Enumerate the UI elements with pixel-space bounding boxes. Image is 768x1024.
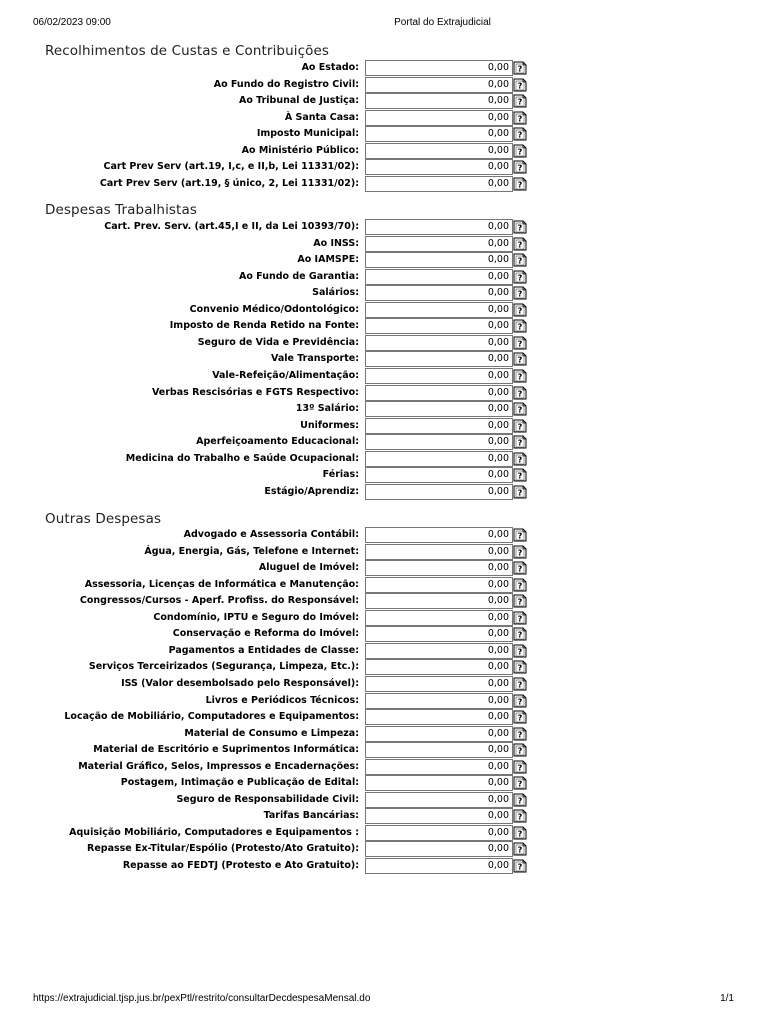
help-question-icon[interactable] (513, 252, 527, 266)
form-row (0, 351, 768, 367)
amount-input[interactable] (365, 451, 513, 467)
form-row (0, 93, 768, 109)
svg-text:?: ? (517, 796, 523, 806)
help-question-icon[interactable] (513, 285, 527, 299)
amount-input[interactable] (365, 676, 513, 692)
amount-input[interactable] (365, 252, 513, 268)
svg-text:?: ? (517, 130, 523, 140)
amount-value: 0,00 (487, 677, 509, 689)
amount-input[interactable] (365, 236, 513, 252)
field-label: Ao Estado: (301, 62, 359, 73)
help-question-icon[interactable] (513, 577, 527, 591)
amount-input[interactable] (365, 110, 513, 126)
svg-text:?: ? (517, 355, 523, 365)
field-label: Locação de Mobiliário, Computadores e Equipamentos: (64, 711, 359, 723)
field-label: Estágio/Aprendiz: (264, 485, 359, 497)
field-label: Seguro de Responsabilidade Civil: (176, 793, 359, 805)
form-row (0, 544, 768, 560)
amount-value: 0,00 (487, 270, 509, 282)
form-row (0, 676, 768, 692)
svg-text:?: ? (517, 763, 523, 773)
amount-input[interactable] (365, 335, 513, 351)
form-row (0, 742, 768, 758)
svg-text:?: ? (517, 779, 523, 789)
amount-input[interactable] (365, 484, 513, 500)
amount-input[interactable] (365, 643, 513, 659)
amount-value: 0,00 (487, 545, 509, 557)
form-row (0, 841, 768, 857)
amount-value: 0,00 (487, 128, 509, 140)
field-label: Vale-Refeição/Alimentação: (212, 369, 359, 381)
form-row (0, 318, 768, 334)
form-row (0, 159, 768, 175)
amount-input[interactable] (365, 302, 513, 318)
amount-input[interactable] (365, 77, 513, 93)
form-row (0, 60, 768, 76)
field-label: ISS (Valor desembolsado pelo Responsável): (121, 677, 359, 689)
amount-value: 0,00 (487, 727, 509, 739)
amount-value: 0,00 (487, 595, 509, 607)
amount-value: 0,00 (487, 369, 509, 381)
svg-text:?: ? (517, 730, 523, 740)
help-question-icon[interactable] (513, 659, 527, 673)
amount-value: 0,00 (487, 95, 509, 107)
form-row (0, 593, 768, 609)
amount-input[interactable] (365, 434, 513, 450)
page-title: Portal do Extrajudicial (394, 17, 491, 28)
svg-text:?: ? (517, 223, 523, 233)
amount-value: 0,00 (487, 221, 509, 232)
help-question-icon[interactable] (513, 560, 527, 574)
svg-text:?: ? (517, 488, 523, 498)
field-label: Advogado e Assessoria Contábil: (183, 529, 359, 540)
form-row (0, 110, 768, 126)
field-label: À Santa Casa: (284, 111, 359, 123)
form-row (0, 176, 768, 192)
form-row (0, 269, 768, 285)
form-row (0, 126, 768, 142)
field-label: Tarifas Bancárias: (263, 810, 359, 822)
amount-value: 0,00 (487, 826, 509, 838)
amount-input[interactable] (365, 544, 513, 560)
field-label: Conservação e Reforma do Imóvel: (172, 628, 359, 640)
amount-input[interactable] (365, 60, 513, 76)
form-row (0, 610, 768, 626)
field-label: Seguro de Vida e Previdência: (197, 336, 359, 348)
form-row (0, 434, 768, 450)
form-row (0, 577, 768, 593)
field-label: Salários: (312, 287, 359, 299)
amount-value: 0,00 (487, 628, 509, 640)
help-question-icon[interactable] (513, 126, 527, 140)
field-label: Cart Prev Serv (art.19, I,c, e II,b, Lei 11331/02): (103, 161, 359, 173)
amount-value: 0,00 (487, 485, 509, 497)
svg-text:?: ? (517, 114, 523, 124)
svg-text:?: ? (517, 581, 523, 591)
amount-input[interactable] (365, 577, 513, 593)
field-label: Condomínio, IPTU e Seguro do Imóvel: (153, 611, 359, 623)
svg-text:?: ? (517, 845, 523, 855)
field-label: Repasse Ex-Titular/Espólio (Protesto/Ato Gratuito): (87, 843, 359, 855)
help-question-icon[interactable] (513, 418, 527, 432)
svg-text:?: ? (517, 663, 523, 673)
form-row (0, 484, 768, 500)
help-question-icon[interactable] (513, 176, 527, 190)
amount-value: 0,00 (487, 777, 509, 789)
amount-input[interactable] (365, 593, 513, 609)
form-row (0, 401, 768, 417)
form-row (0, 858, 768, 874)
help-question-icon[interactable] (513, 467, 527, 481)
field-label: Material de Escritório e Suprimentos Informática: (93, 744, 359, 756)
field-label: Vale Transporte: (271, 353, 359, 365)
field-label: Imposto Municipal: (256, 128, 359, 140)
amount-input[interactable] (365, 792, 513, 808)
help-question-icon[interactable] (513, 318, 527, 332)
field-label: Cart. Prev. Serv. (art.45,I e II, da Lei 10393/70): (104, 221, 359, 232)
field-label: Férias: (322, 469, 359, 481)
amount-value: 0,00 (487, 62, 509, 73)
amount-input[interactable] (365, 841, 513, 857)
form-row (0, 302, 768, 318)
amount-value: 0,00 (487, 578, 509, 590)
amount-value: 0,00 (487, 78, 509, 90)
svg-text:?: ? (517, 97, 523, 107)
amount-input[interactable] (365, 610, 513, 626)
amount-value: 0,00 (487, 562, 509, 574)
field-label: Livros e Periódicos Técnicos: (205, 694, 359, 706)
amount-value: 0,00 (487, 386, 509, 398)
svg-text:?: ? (517, 531, 523, 541)
amount-value: 0,00 (487, 111, 509, 123)
form-row (0, 643, 768, 659)
amount-value: 0,00 (487, 336, 509, 348)
amount-value: 0,00 (487, 644, 509, 656)
field-label: Convenio Médico/Odontológico: (189, 303, 359, 315)
page-url: https://extrajudicial.tjsp.jus.br/pexPtl/restrito/consultarDecdespesaMensal.do (33, 993, 371, 1004)
help-question-icon[interactable] (513, 742, 527, 756)
form-row (0, 418, 768, 434)
svg-text:?: ? (517, 163, 523, 173)
amount-value: 0,00 (487, 320, 509, 332)
form-row (0, 560, 768, 576)
amount-value: 0,00 (487, 254, 509, 266)
form-row (0, 252, 768, 268)
svg-text:?: ? (517, 438, 523, 448)
svg-text:?: ? (517, 81, 523, 91)
help-question-icon[interactable] (513, 401, 527, 415)
amount-value: 0,00 (487, 177, 509, 189)
field-label: Ao Fundo do Registro Civil: (213, 78, 359, 90)
amount-input[interactable] (365, 368, 513, 384)
field-label: Aquisição Mobiliário, Computadores e Equipamentos : (69, 826, 359, 838)
field-label: Congressos/Cursos - Aperf. Profiss. do Responsável: (79, 595, 359, 607)
help-question-icon[interactable] (513, 792, 527, 806)
form-row (0, 759, 768, 775)
amount-input[interactable] (365, 385, 513, 401)
amount-input[interactable] (365, 626, 513, 642)
help-question-icon[interactable] (513, 709, 527, 723)
svg-text:?: ? (517, 322, 523, 332)
amount-value: 0,00 (487, 810, 509, 822)
amount-value: 0,00 (487, 403, 509, 415)
amount-input[interactable] (365, 126, 513, 142)
amount-input[interactable] (365, 759, 513, 775)
amount-input[interactable] (365, 219, 513, 235)
help-question-icon[interactable] (513, 236, 527, 250)
svg-text:?: ? (517, 630, 523, 640)
section-title: Outras Despesas (45, 511, 162, 527)
form-row (0, 825, 768, 841)
field-label: Assessoria, Licenças de Informática e Manutenção: (84, 578, 359, 590)
svg-text:?: ? (517, 273, 523, 283)
svg-text:?: ? (517, 389, 523, 398)
form-row (0, 143, 768, 159)
amount-input[interactable] (365, 285, 513, 301)
form-row (0, 385, 768, 401)
help-question-icon[interactable] (513, 434, 527, 448)
help-question-icon[interactable] (513, 527, 527, 541)
svg-text:?: ? (517, 564, 523, 574)
amount-input[interactable] (365, 467, 513, 483)
svg-text:?: ? (517, 422, 523, 432)
amount-input[interactable] (365, 401, 513, 417)
help-question-icon[interactable] (513, 759, 527, 773)
help-question-icon[interactable] (513, 626, 527, 640)
field-label: Material de Consumo e Limpeza: (184, 727, 359, 739)
svg-text:?: ? (517, 680, 523, 690)
svg-text:?: ? (517, 812, 523, 822)
field-label: Imposto de Renda Retido na Fonte: (169, 320, 359, 332)
amount-value: 0,00 (487, 529, 509, 540)
help-question-icon[interactable] (513, 269, 527, 283)
help-question-icon[interactable] (513, 693, 527, 707)
amount-value: 0,00 (487, 452, 509, 464)
amount-value: 0,00 (487, 161, 509, 173)
help-question-icon[interactable] (513, 93, 527, 107)
help-question-icon[interactable] (513, 775, 527, 789)
field-label: Ao Ministério Público: (241, 144, 359, 156)
section-title: Despesas Trabalhistas (45, 202, 197, 218)
svg-text:?: ? (517, 713, 523, 723)
amount-input[interactable] (365, 176, 513, 192)
amount-value: 0,00 (487, 744, 509, 756)
amount-value: 0,00 (487, 611, 509, 623)
amount-input[interactable] (365, 159, 513, 175)
svg-text:?: ? (517, 471, 523, 481)
amount-value: 0,00 (487, 694, 509, 706)
amount-input[interactable] (365, 318, 513, 334)
help-question-icon[interactable] (513, 77, 527, 91)
amount-input[interactable] (365, 709, 513, 725)
help-question-icon[interactable] (513, 451, 527, 465)
page-number: 1/1 (720, 993, 734, 1004)
field-label: Ao Fundo de Garantia: (239, 270, 359, 282)
field-label: 13º Salário: (295, 403, 359, 415)
help-question-icon[interactable] (513, 841, 527, 855)
svg-text:?: ? (517, 339, 523, 349)
svg-text:?: ? (517, 405, 523, 415)
help-question-icon[interactable] (513, 219, 527, 233)
amount-value: 0,00 (487, 760, 509, 772)
field-label: Medicina do Trabalho e Saúde Ocupacional: (125, 452, 359, 464)
form-row (0, 808, 768, 824)
form-row (0, 219, 768, 235)
amount-input[interactable] (365, 143, 513, 159)
amount-value: 0,00 (487, 661, 509, 673)
field-label: Ao Tribunal de Justiça: (238, 95, 359, 107)
form-row (0, 659, 768, 675)
amount-input[interactable] (365, 93, 513, 109)
form-row (0, 775, 768, 791)
form-row (0, 77, 768, 93)
svg-text:?: ? (517, 829, 523, 839)
amount-input[interactable] (365, 418, 513, 434)
field-label: Serviços Terceirizados (Segurança, Limpeza, Etc.): (88, 661, 359, 673)
svg-text:?: ? (517, 256, 523, 266)
help-question-icon[interactable] (513, 825, 527, 839)
help-question-icon[interactable] (513, 351, 527, 365)
svg-text:?: ? (517, 289, 523, 299)
amount-input[interactable] (365, 825, 513, 841)
field-label: Repasse ao FEDTJ (Protesto e Ato Gratuito): (122, 860, 359, 871)
amount-input[interactable] (365, 527, 513, 543)
svg-text:?: ? (517, 597, 523, 607)
amount-input[interactable] (365, 742, 513, 758)
amount-input[interactable] (365, 351, 513, 367)
help-question-icon[interactable] (513, 676, 527, 690)
svg-text:?: ? (517, 64, 523, 74)
amount-value: 0,00 (487, 860, 509, 871)
amount-input[interactable] (365, 858, 513, 874)
help-question-icon[interactable] (513, 110, 527, 124)
amount-input[interactable] (365, 269, 513, 285)
svg-text:?: ? (517, 306, 523, 316)
help-question-icon[interactable] (513, 643, 527, 657)
svg-text:?: ? (517, 180, 523, 190)
amount-input[interactable] (365, 659, 513, 675)
field-label: Uniformes: (300, 419, 359, 431)
svg-text:?: ? (517, 147, 523, 157)
field-label: Verbas Rescisórias e FGTS Respectivo: (151, 386, 359, 398)
field-label: Ao INSS: (313, 237, 359, 249)
form-row (0, 236, 768, 252)
help-question-icon[interactable] (513, 143, 527, 157)
field-label: Postagem, Intimação e Publicação de Edital: (120, 777, 359, 789)
amount-value: 0,00 (487, 144, 509, 156)
form-row (0, 467, 768, 483)
svg-text:?: ? (517, 862, 523, 872)
form-row (0, 527, 768, 543)
svg-text:?: ? (517, 455, 523, 465)
help-question-icon[interactable] (513, 544, 527, 558)
amount-value: 0,00 (487, 711, 509, 723)
amount-value: 0,00 (487, 303, 509, 315)
form-row (0, 451, 768, 467)
svg-text:?: ? (517, 647, 523, 657)
amount-value: 0,00 (487, 843, 509, 855)
form-row (0, 693, 768, 709)
amount-value: 0,00 (487, 353, 509, 365)
amount-input[interactable] (365, 560, 513, 576)
help-question-icon[interactable] (513, 302, 527, 316)
help-question-icon[interactable] (513, 858, 527, 872)
field-label: Cart Prev Serv (art.19, § único, 2, Lei 11331/02): (99, 177, 359, 189)
help-question-icon[interactable] (513, 385, 527, 399)
form-row (0, 709, 768, 725)
form-row (0, 335, 768, 351)
amount-value: 0,00 (487, 793, 509, 805)
amount-value: 0,00 (487, 469, 509, 481)
svg-text:?: ? (517, 614, 523, 624)
form-row (0, 626, 768, 642)
svg-text:?: ? (517, 548, 523, 558)
amount-value: 0,00 (487, 237, 509, 249)
amount-value: 0,00 (487, 287, 509, 299)
print-datetime: 06/02/2023 09:00 (33, 17, 111, 28)
help-question-icon[interactable] (513, 808, 527, 822)
amount-value: 0,00 (487, 419, 509, 431)
field-label: Pagamentos a Entidades de Classe: (168, 644, 359, 656)
help-question-icon[interactable] (513, 726, 527, 740)
svg-text:?: ? (517, 697, 523, 706)
help-question-icon[interactable] (513, 610, 527, 624)
svg-text:?: ? (517, 746, 523, 756)
form-row (0, 792, 768, 808)
section-title: Recolhimentos de Custas e Contribuições (45, 43, 330, 59)
form-row (0, 726, 768, 742)
help-question-icon[interactable] (513, 593, 527, 607)
field-label: Água, Energia, Gás, Telefone e Internet: (144, 545, 359, 557)
svg-text:?: ? (517, 372, 523, 382)
help-question-icon[interactable] (513, 159, 527, 173)
help-question-icon[interactable] (513, 60, 527, 74)
help-question-icon[interactable] (513, 335, 527, 349)
help-question-icon[interactable] (513, 368, 527, 382)
form-row (0, 368, 768, 384)
amount-input[interactable] (365, 775, 513, 791)
amount-value: 0,00 (487, 436, 509, 448)
field-label: Material Gráfico, Selos, Impressos e Encadernações: (78, 760, 359, 772)
svg-text:?: ? (517, 240, 523, 250)
help-question-icon[interactable] (513, 484, 527, 498)
field-label: Ao IAMSPE: (297, 254, 359, 266)
form-row (0, 285, 768, 301)
amount-input[interactable] (365, 808, 513, 824)
amount-input[interactable] (365, 693, 513, 709)
field-label: Aperfeiçoamento Educacional: (196, 436, 359, 448)
field-label: Aluguel de Imóvel: (258, 562, 359, 574)
amount-input[interactable] (365, 726, 513, 742)
